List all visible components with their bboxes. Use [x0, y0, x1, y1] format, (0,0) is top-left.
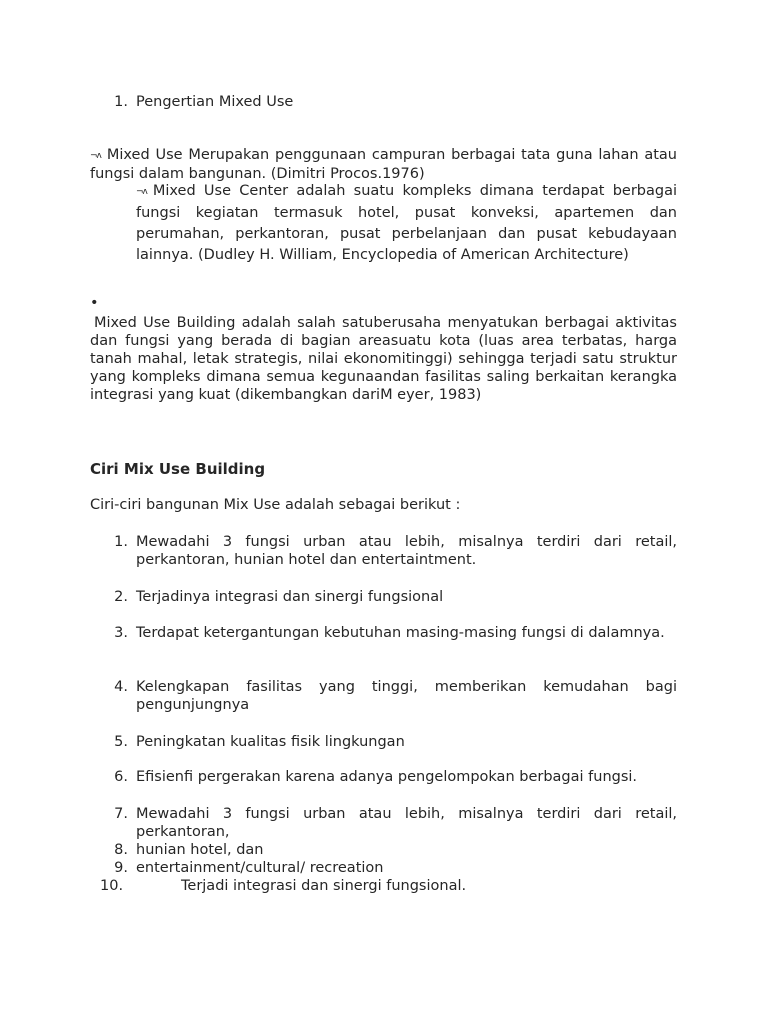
list-item: Terdapat ketergantungan kebutuhan masing-masing fungsi di dalamnya. — [136, 625, 665, 641]
intro-text: Ciri-ciri bangunan Mix Use adalah sebagai berikut : — [90, 497, 461, 513]
list-number: 10. — [100, 878, 124, 894]
definition-text: Mixed Use Merupakan penggunaan campuran berbagai tata guna lahan atau fungsi dalam bangunan. (Dimitri Procos.1976) — [90, 147, 677, 182]
list-item: Kelengkapan fasilitas yang tinggi, memberikan kemudahan bagi pengunjungnya — [136, 679, 677, 713]
list-item-text: Pengertian Mixed Use — [136, 94, 294, 110]
list-number: 1. — [114, 94, 128, 110]
list-number: 5. — [114, 734, 128, 750]
section-heading: Ciri Mix Use Building — [90, 460, 266, 478]
building-paragraph: Mixed Use Building adalah salah satuberusaha menyatukan berbagai aktivitas dan fungsi yang berada di bagian areasuatu kota (luas area terbatas, harga tanah mahal, letak strategis, nilai ekonomitinggi) sehingga terjadi satu struktur yang kompleks dimana semua kegunaandan fasilitas saling berkaitan kerangka integrasi yang kuat (dikembangkan dariM eyer, 1983) — [90, 315, 677, 403]
list-number: 8. — [114, 842, 128, 858]
list-number: 6. — [114, 769, 128, 785]
symbol-marker-icon: ¬ʌ — [136, 187, 147, 197]
list-item: Terjadi integrasi dan sinergi fungsional. — [181, 878, 467, 894]
list-item: hunian hotel, dan — [136, 842, 264, 858]
list-number: 3. — [114, 625, 128, 641]
bullet-icon: • — [90, 295, 99, 311]
symbol-marker-icon: ¬ʌ — [90, 151, 101, 161]
list-number: 9. — [114, 860, 128, 876]
list-number: 1. — [114, 534, 128, 550]
list-number: 2. — [114, 589, 128, 605]
definition-text: Mixed Use Center adalah suatu kompleks dimana terdapat berbagai fungsi kegiatan termasuk hotel, pusat konveksi, apartemen dan perumahan, perkantoran, pusat perbelanjaan dan pusat kebudayaan lainnya. (Dudley H. William, Encyclopedia of American Architecture) — [136, 183, 677, 263]
list-item: Peningkatan kualitas fisik lingkungan — [136, 734, 405, 750]
list-item: Mewadahi 3 fungsi urban atau lebih, misalnya terdiri dari retail, perkantoran, hunian hotel dan entertaintment. — [136, 534, 677, 568]
list-number: 4. — [114, 679, 128, 695]
definition-paragraph — [136, 181, 677, 266]
list-number: 7. — [114, 806, 128, 822]
list-item: Terjadinya integrasi dan sinergi fungsional — [136, 589, 444, 605]
list-item: Efisienfi pergerakan karena adanya pengelompokan berbagai fungsi. — [136, 769, 638, 785]
list-item: Mewadahi 3 fungsi urban atau lebih, misalnya terdiri dari retail, perkantoran, — [136, 806, 677, 840]
definition-paragraph — [90, 146, 677, 183]
list-item: entertainment/cultural/ recreation — [136, 860, 384, 876]
